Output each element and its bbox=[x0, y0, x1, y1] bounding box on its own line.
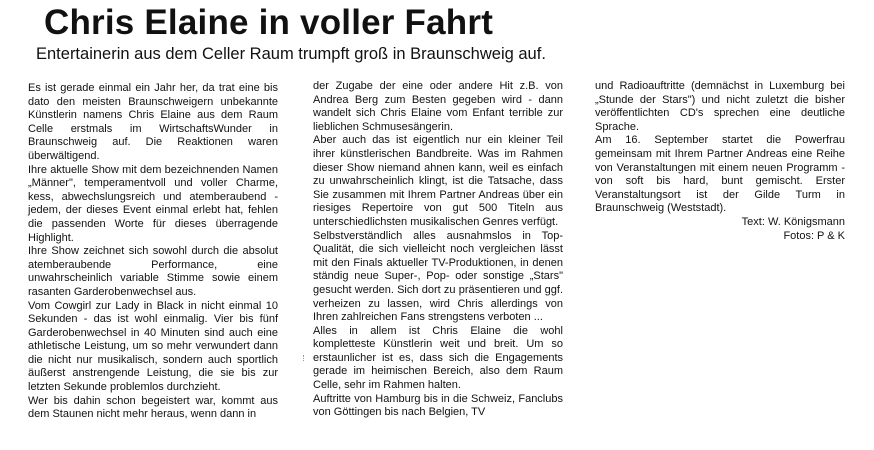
paragraph: Aber auch das ist eigentlich nur ein kleiner Teil ihrer künstlerischen Bandbreite. Was im Rahmen dieser Show niemand ahnen kann, weil es einfach zu unwahrscheinlich klingt, ist die Tatsache, dass Sie zusammen mit Ihrem Partner Andreas über ein riesiges Repertoire von gut 500 Titeln aus unterschiedlichsten musikalischen Genres verfügt. bbox=[313, 134, 563, 228]
article-column-2 bbox=[313, 80, 563, 420]
paragraph: Auftritte von Hamburg bis in die Schweiz, Fanclubs von Göttingen bis nach Belgien, TV bbox=[313, 392, 563, 419]
paragraph: Ihre aktuelle Show mit dem bezeichnenden Namen „Männer", temperamentvoll und voller Charme, kess, abwechslungsreich und atemberaubend - jedem, der dieses Event einmal erlebt hat, fehlen die passenden Worte für dieses überragende Highlight. bbox=[28, 163, 278, 244]
paragraph: Alles in allem ist Chris Elaine die wohl kompletteste Künstlerin weit und breit. Um so erstaunlicher ist es, dass sich die Engagements gerade im heimischen Bereich, also dem Raum Celle, sehr im Rahmen halten. bbox=[313, 324, 563, 392]
paragraph: Am 16. September startet die Powerfrau gemeinsam mit Ihrem Partner Andreas eine Reihe von Veranstaltungen mit einem neuen Programm - von soft bis hard, bunt gemischt. Erster Veranstaltungsort ist der Gilde Turm in Braunschweig (Weststadt). bbox=[595, 134, 845, 215]
credit-photos: Fotos: P & K bbox=[783, 229, 845, 242]
paragraph: Wer bis dahin schon begeistert war, kommt aus dem Staunen nicht mehr heraus, wenn dann in bbox=[28, 394, 278, 421]
paragraph: Es ist gerade einmal ein Jahr her, da trat eine bis dato den meisten Braunschweigern unbekannte Künstlerin namens Chris Elaine aus dem Raum Celle erstmals im WirtschaftsWunder in Braunschweig auf. Die Reaktionen waren überwältigend. bbox=[28, 82, 278, 162]
paragraph: und Radioauftritte (demnächst in Luxemburg bei „Stunde der Stars") und nicht zuletzt die bisher veröffentlichten CD's sprechen eine deutliche Sprache. bbox=[595, 80, 845, 133]
paragraph: der Zugabe der eine oder andere Hit z.B. von Andrea Berg zum Besten gegeben wird - dann wandelt sich Chris Elaine vom Enfant terrible zur lieblichen Schmusesängerin. bbox=[313, 80, 563, 133]
article-subheadline: Entertainerin aus dem Celler Raum trumpft groß in Braunschweig auf. bbox=[36, 45, 546, 63]
article-column-1 bbox=[28, 82, 278, 422]
paragraph: Selbstverständlich alles ausnahmslos in Top-Qualität, die sich vielleicht noch vergleichen lässt mit den Finals aktueller TV-Produktionen, in denen ständig neue Super-, Pop- oder sonstige „Stars" gesucht werden. Sich dort zu präsentieren und ggf. verheizen zu lassen, wird Chris allerdings von Ihren zahlreichen Fans strengstens verboten ... bbox=[313, 229, 563, 324]
article-headline: Chris Elaine in voller Fahrt bbox=[44, 3, 494, 42]
article-column-3 bbox=[595, 80, 845, 243]
paragraph: Ihre Show zeichnet sich sowohl durch die absolut atemberaubende Performance, eine unwahrscheinlich variable Stimme sowie einem rasanten Garderobenwechsel aus. bbox=[28, 245, 278, 298]
paragraph: Vom Cowgirl zur Lady in Black in nicht einmal 10 Sekunden - das ist wohl einmalig. Vier bis fünf Garderobenwechsel in 40 Minuten sind auch eine athletische Leistung, um so mehr verwundert dann die nicht nur musikalisch, sondern auch sportlich äußerst anstrengende Leistung, die sie bis zur letzten Sekunde problemlos durchzieht. bbox=[28, 299, 278, 394]
credit-text: Text: W. Königsmann bbox=[741, 215, 845, 228]
column-divider bbox=[303, 355, 305, 361]
